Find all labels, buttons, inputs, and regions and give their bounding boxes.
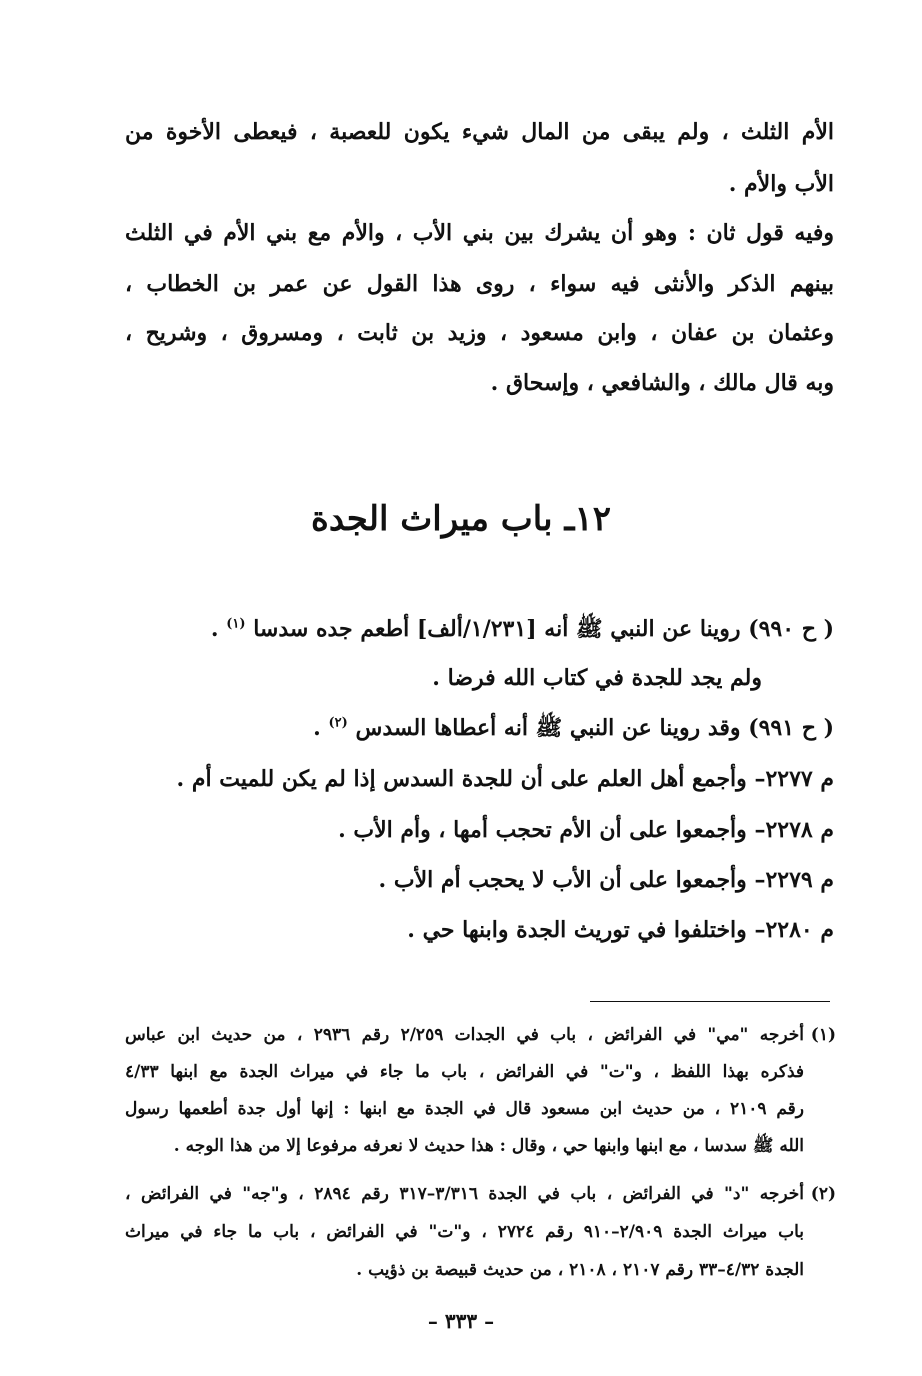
masala-entry (407, 915, 834, 945)
footnote-number: (٢) (810, 1184, 836, 1204)
page-number: – ٣٣٣ – (427, 1309, 495, 1333)
chapter-heading: ١٢ـ باب ميراث الجدة (311, 499, 611, 539)
entry-text: م ٢٢٨٠– واختلفوا في توريث الجدة وابنها حي . (407, 917, 834, 943)
masala-entry (338, 815, 834, 845)
body-line: وبه قال مالك ، والشافعي ، وإسحاق . (490, 370, 834, 396)
hadith-entry (313, 713, 834, 743)
body-line: وعثمان بن عفان ، وابن مسعود ، وزيد بن ثابت ، ومسروق ، وشريح ، (125, 320, 834, 346)
entry-text: م ٢٢٧٨– وأجمعوا على أن الأم تحجب أمها ، وأم الأب . (338, 817, 834, 843)
footnote-line: أخرجه "مي" في الفرائض ، باب في الجدات ٢/٢٥٩ رقم ٢٩٣٦ ، من حديث ابن عباس (125, 1025, 804, 1045)
body-line: الأب والأم . (728, 171, 834, 197)
entry-tail: . (210, 616, 219, 642)
entry-continuation (432, 663, 762, 693)
entry-tail: . (313, 715, 321, 741)
entry-text: م ٢٢٧٧– وأجمع أهل العلم على أن للجدة السدس إذا لم يكن للميت أم . (176, 766, 834, 792)
entry-text: ولم يجد للجدة في كتاب الله فرضا . (432, 665, 762, 691)
footnote-line: فذكره بهذا اللفظ ، و"ت" في الفرائض ، باب ما جاء في ميراث الجدة مع ابنها ٤/٣٣ (125, 1062, 804, 1082)
masala-entry (177, 764, 834, 794)
footnote-separator (590, 1001, 830, 1002)
entry-text: ( ح ٩٩١) وقد روينا عن النبي ﷺ أنه أعطاها السدس (355, 715, 834, 741)
hadith-entry (211, 614, 834, 644)
body-line: بينهم الذكر والأنثى فيه سواء ، روى هذا القول عن عمر بن الخطاب ، (125, 271, 834, 297)
body-line: الأم الثلث ، ولم يبقى من المال شيء يكون للعصبة ، فيعطى الأخوة من (125, 119, 834, 145)
entry-text: ( ح ٩٩٠) روينا عن النبي ﷺ أنه [١/٢٣١/ألف] أطعم جده سدسا (253, 616, 834, 642)
footnote-number: (١) (810, 1025, 836, 1045)
entry-text: م ٢٢٧٩– وأجمعوا على أن الأب لا يحجب أم الأب . (378, 867, 834, 893)
footnote-ref[interactable]: (١) (226, 616, 246, 632)
footnote-line: باب ميراث الجدة ٢/٩٠٩–٩١٠ رقم ٢٧٢٤ ، و"ت" في الفرائض ، باب ما جاء في ميراث (125, 1222, 804, 1242)
body-line: وفيه قول ثان : وهو أن يشرك بين بني الأب ، والأم مع بني الأم في الثلث (125, 220, 834, 246)
footnote-line: الله ﷺ سدسا ، مع ابنها وابنها حي ، وقال : هذا حديث لا نعرفه مرفوعا إلا من هذا الوجه . (173, 1136, 804, 1156)
footnote-line: رقم ٢١٠٩ ، من حديث ابن مسعود قال في الجدة مع ابنها : إنها أول جدة أطعمها رسول (125, 1099, 804, 1119)
footnote-line: الجدة ٤/٣٢–٣٣ رقم ٢١٠٧ ، ٢١٠٨ ، من حديث قبيصة بن ذؤيب . (356, 1260, 804, 1280)
masala-entry (379, 865, 834, 895)
footnote-line: أخرجه "د" في الفرائض ، باب في الجدة ٣/٣١٦–٣١٧ رقم ٢٨٩٤ ، و"جه" في الفرائض ، (125, 1184, 804, 1204)
footnote-ref[interactable]: (٢) (328, 715, 348, 731)
